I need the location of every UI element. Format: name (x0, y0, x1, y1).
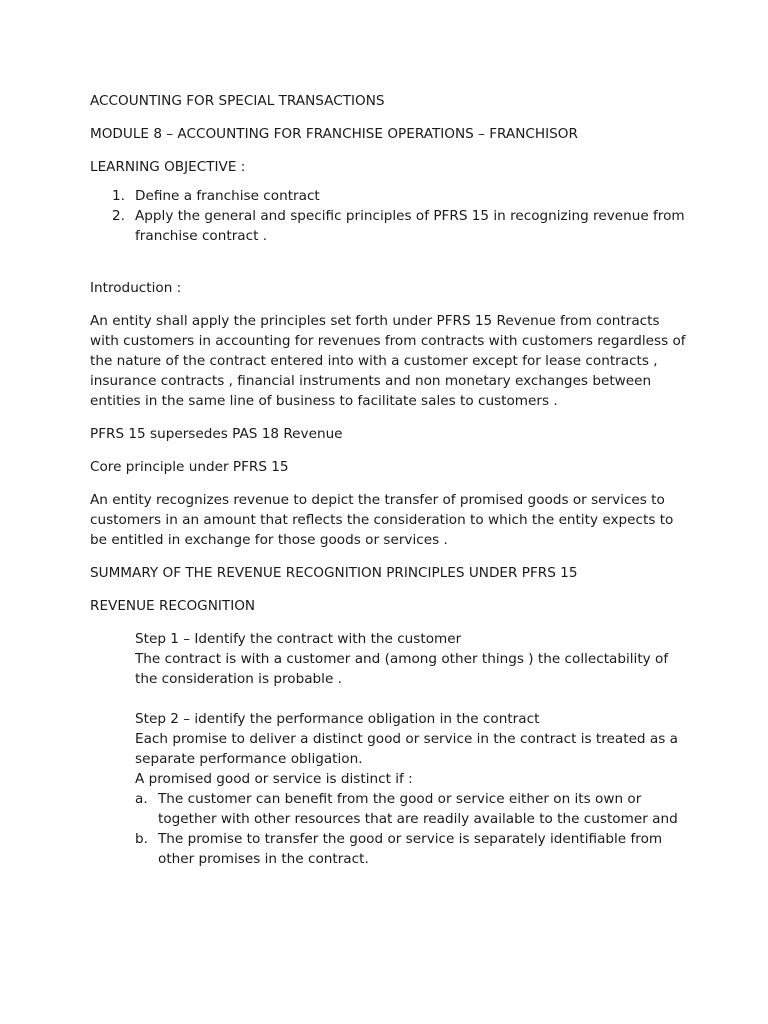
core-principle-heading: Core principle under PFRS 15 (90, 459, 289, 475)
introduction-paragraph: An entity shall apply the principles set forth under PFRS 15 Revenue from contracts with customers in accounting for revenues from contracts with customers regardless of the nature of the contract entered into with a customer except for lease contracts , insurance contracts , financial instruments and non monetary exchanges between entities in the same line of business to facilitate sales to customers . (90, 313, 686, 409)
distinct-criteria-list (135, 789, 690, 869)
revenue-recognition-heading: REVENUE RECOGNITION (90, 598, 256, 614)
learning-objective-heading: LEARNING OBJECTIVE : (90, 159, 246, 175)
step-1-title: Step 1 – Identify the contract with the customer (135, 631, 462, 647)
list-item (90, 186, 690, 206)
step-2-title: Step 2 – identify the performance obligation in the contract (135, 711, 540, 727)
step-2-text: Each promise to deliver a distinct good or service in the contract is treated as a separate performance obligation. (135, 731, 678, 767)
course-title: ACCOUNTING FOR SPECIAL TRANSACTIONS (90, 93, 385, 109)
list-number: 2. (112, 208, 125, 224)
list-item-text: The customer can benefit from the good or service either on its own or together with other resources that are readily available to the customer and (158, 791, 678, 827)
document-body (90, 91, 690, 889)
step-1-block (135, 629, 690, 689)
list-letter: b. (135, 831, 148, 847)
list-item (90, 206, 690, 246)
module-title: MODULE 8 – ACCOUNTING FOR FRANCHISE OPERATIONS – FRANCHISOR (90, 126, 578, 142)
core-principle-paragraph: An entity recognizes revenue to depict the transfer of promised goods or services to customers in an amount that reflects the consideration to which the entity expects to be entitled in exchange for those goods or services . (90, 492, 674, 548)
summary-heading: SUMMARY OF THE REVENUE RECOGNITION PRINCIPLES UNDER PFRS 15 (90, 565, 578, 581)
list-item-text: The promise to transfer the good or service is separately identifiable from other promises in the contract. (158, 831, 663, 867)
list-item (135, 829, 690, 869)
list-letter: a. (135, 791, 148, 807)
objectives-list (90, 186, 690, 246)
distinct-intro: A promised good or service is distinct if : (135, 771, 413, 787)
step-1-text: The contract is with a customer and (among other things ) the collectability of the consideration is probable . (135, 651, 669, 687)
step-2-block (135, 709, 690, 869)
list-item-text: Apply the general and specific principles of PFRS 15 in recognizing revenue from franchise contract . (135, 208, 685, 244)
supersedes-note: PFRS 15 supersedes PAS 18 Revenue (90, 426, 343, 442)
introduction-heading: Introduction : (90, 280, 182, 296)
list-number: 1. (112, 188, 125, 204)
list-item (135, 789, 690, 829)
list-item-text: Define a franchise contract (135, 188, 320, 204)
